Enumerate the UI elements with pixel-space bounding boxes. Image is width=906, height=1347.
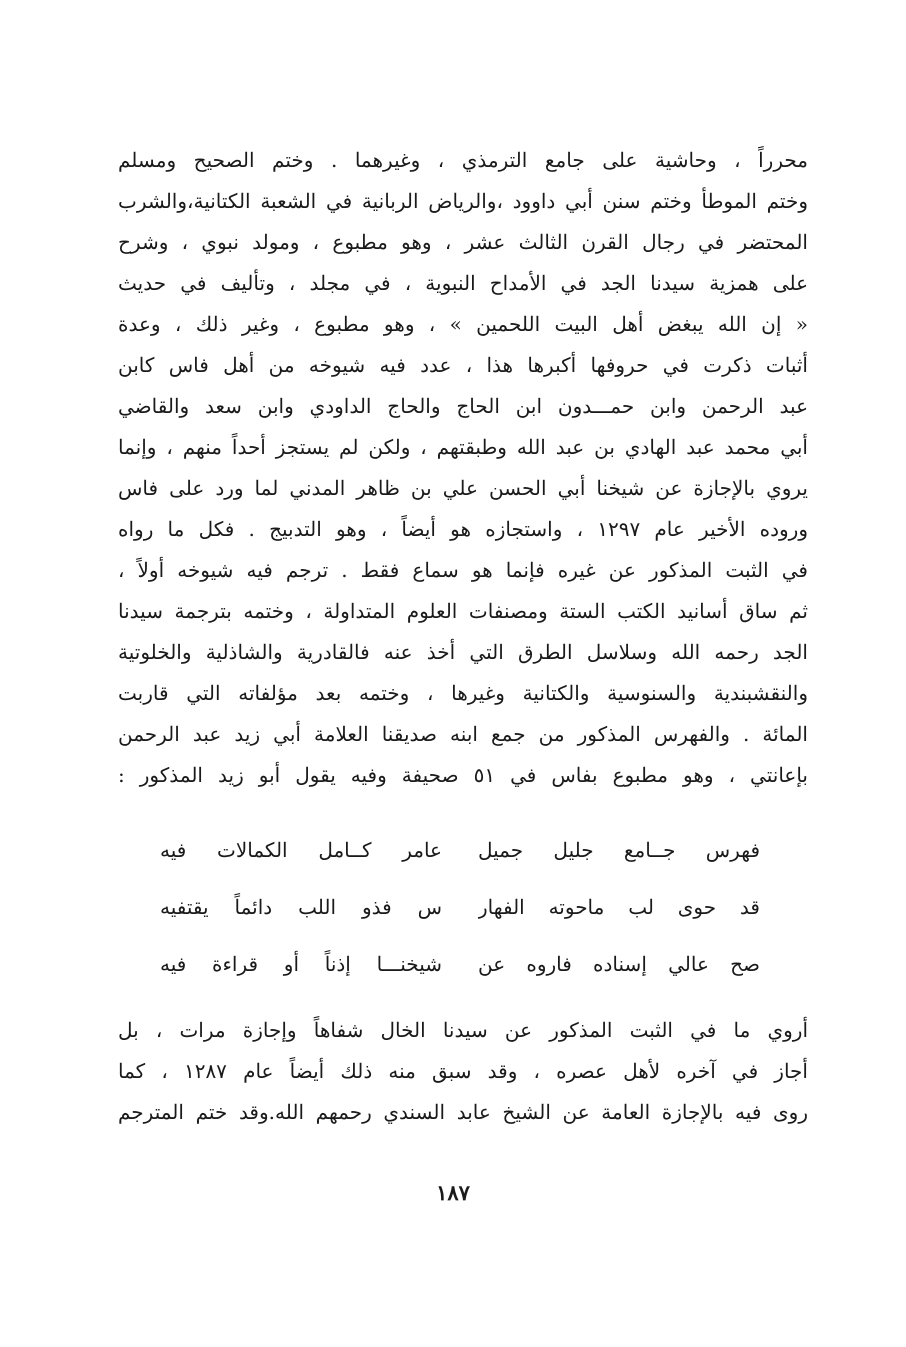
text-line: روى فيه بالإجازة العامة عن الشيخ عابد السندي رحمهم الله.وقد ختم المترجم — [118, 1100, 808, 1124]
verse-second-hemistich: س فذو اللب دائماً يقتفيه — [160, 895, 442, 919]
verse-first-hemistich: فهرس جــامع جليل جميل — [478, 838, 760, 862]
verse-second-hemistich: عامر كــامل الكمالات فيه — [160, 838, 442, 862]
text-line: المحتضر في رجال القرن الثالث عشر ، وهو مطبوع ، ومولد نبوي ، وشرح — [118, 230, 808, 254]
poem-verse — [160, 879, 760, 936]
text-line: عبد الرحمن وابن حمـــدون ابن الحاج والحاج الداودي وابن سعد والقاضي — [118, 394, 808, 418]
text-line: وختم الموطأ وختم سنن أبي داوود ،والرياض الربانية في الشعبة الكتانية،والشرب — [118, 189, 808, 213]
text-line: أبي محمد عبد الهادي بن عبد الله وطبقتهم ، ولكن لم يستجز أحداً منهم ، وإنما — [118, 435, 808, 459]
poem-verse — [160, 936, 760, 993]
text-line: وروده الأخير عام ١٢٩٧ ، واستجازه هو أيضاً ، وهو التدبيج . فكل ما رواه — [118, 517, 808, 541]
closing-paragraph — [118, 1010, 808, 1133]
main-paragraph — [118, 140, 808, 796]
verse-second-hemistich: شيخنـــا إذناً أو قراءة فيه — [160, 952, 442, 976]
verse-first-hemistich: قد حوى لب ماحوته الفهار — [478, 895, 760, 919]
text-line: يروي بالإجازة عن شيخنا أبي الحسن علي بن ظاهر المدني لما ورد على فاس — [118, 476, 808, 500]
verse-first-hemistich: صح عالي إسناده فاروه عن — [478, 952, 760, 976]
text-line: « إن الله يبغض أهل البيت اللحمين » ، وهو مطبوع ، وغير ذلك ، وعدة — [118, 312, 808, 336]
text-line: الجد رحمه الله وسلاسل الطرق التي أخذ عنه فالقادرية والشاذلية والخلوتية — [118, 640, 808, 664]
page-number: ١٨٧ — [436, 1180, 470, 1205]
text-line: والنقشبندية والسنوسية والكتانية وغيرها ، وختمه بعد مؤلفاته التي قاربت — [118, 681, 808, 705]
text-line: أجاز في آخره لأهل عصره ، وقد سبق منه ذلك أيضاً عام ١٢٨٧ ، كما — [118, 1059, 808, 1083]
text-line: بإعانتي ، وهو مطبوع بفاس في ٥١ صحيفة وفيه يقول أبو زيد المذكور : — [118, 763, 808, 787]
text-line: في الثبت المذكور عن غيره فإنما هو سماع فقط . ترجم فيه شيوخه أولاً ، — [118, 558, 808, 582]
poem-block — [160, 822, 760, 993]
text-line: المائة . والفهرس المذكور من جمع ابنه صديقنا العلامة أبي زيد عبد الرحمن — [118, 722, 808, 746]
poem-verse — [160, 822, 760, 879]
text-line: أروي ما في الثبت المذكور عن سيدنا الخال شفاهاً وإجازة مرات ، بل — [118, 1018, 808, 1042]
text-line: على همزية سيدنا الجد في الأمداح النبوية ، في مجلد ، وتأليف في حديث — [118, 271, 808, 295]
text-line: محرراً ، وحاشية على جامع الترمذي ، وغيرهما . وختم الصحيح ومسلم — [118, 148, 808, 172]
text-line: ثم ساق أسانيد الكتب الستة ومصنفات العلوم المتداولة ، وختمه بترجمة سيدنا — [118, 599, 808, 623]
text-line: أثبات ذكرت في حروفها أكبرها هذا ، عدد فيه شيوخه من أهل فاس كابن — [118, 353, 808, 377]
